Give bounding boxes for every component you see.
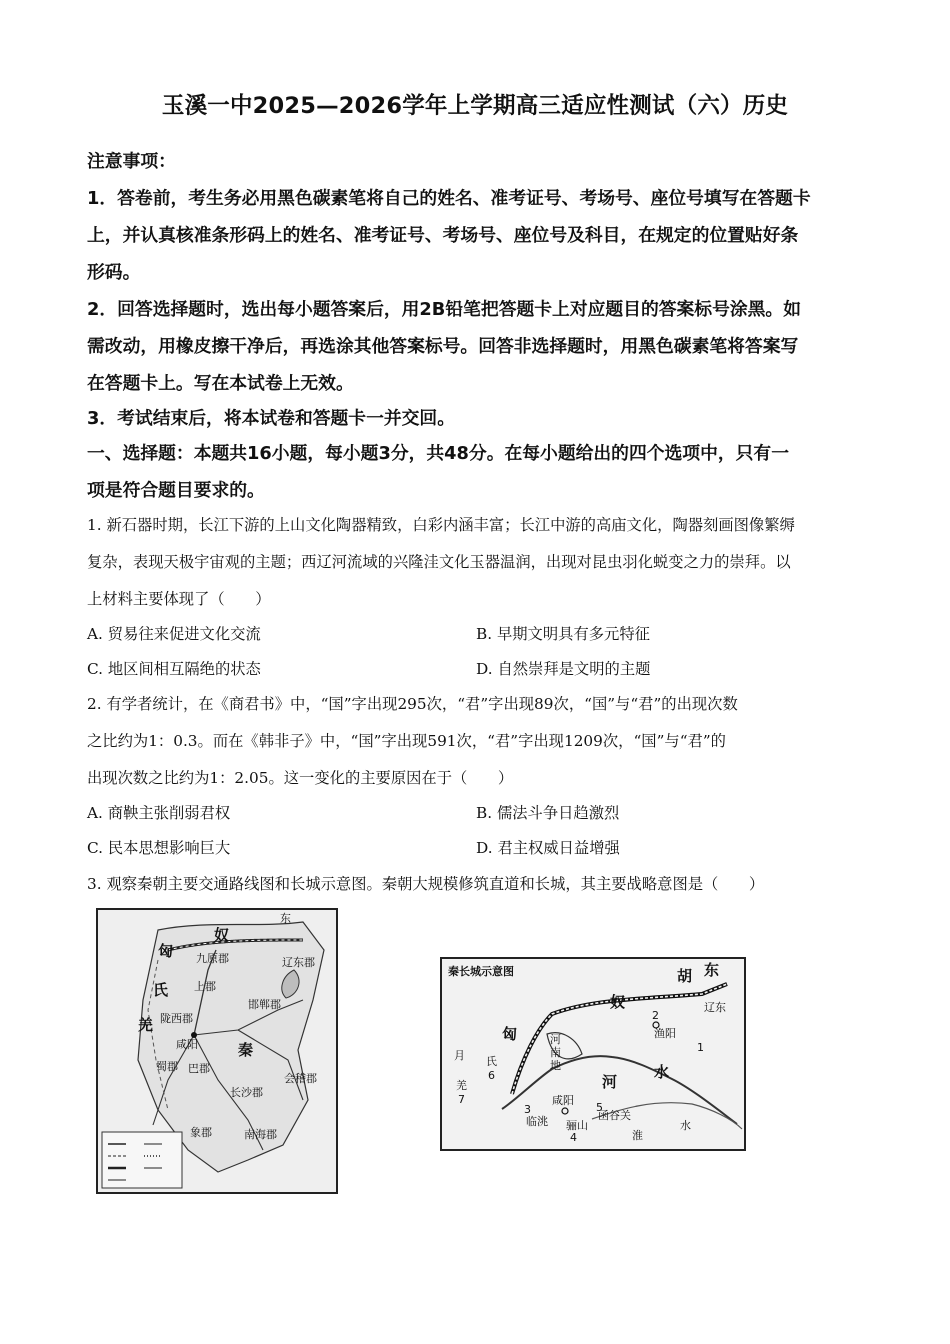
left-map-label: 秦 (238, 1041, 254, 1059)
right-map-label: 淮 (632, 1129, 643, 1142)
right-map-label: 月 (454, 1049, 465, 1062)
right-map-label: 2 (652, 1009, 659, 1022)
q2-option-a: A. 商鞅主张削弱君权 (87, 804, 231, 822)
left-map-label: 邯郸郡 (248, 998, 281, 1011)
right-map-label: 奴 (610, 993, 626, 1011)
left-map-label: 长沙郡 (230, 1086, 263, 1099)
right-map-label: 1 (697, 1041, 704, 1054)
left-map-label: 巴郡 (188, 1062, 210, 1075)
right-map-label: 河 (602, 1073, 618, 1091)
q2-option-c: C. 民本思想影响巨大 (87, 839, 231, 857)
left-map-label: 氏 (153, 981, 169, 999)
q2-option-d: D. 君主权威日益增强 (476, 839, 620, 857)
right-map-label: 7 (458, 1093, 465, 1106)
notice-line: 1．答卷前，考生务必用黑色碳素笔将自己的姓名、准考证号、考场号、座位号填写在答题卡 (87, 188, 811, 209)
left-map-label: 东 (280, 912, 291, 925)
notice-line: 形码。 (87, 262, 141, 283)
right-map-label: 匈 (502, 1025, 518, 1043)
question-3-line: 3. 观察秦朝主要交通路线图和长城示意图。秦朝大规模修筑直道和长城，其主要战略意图是（ ） (87, 875, 765, 893)
right-map-label: 渔阳 (654, 1027, 676, 1040)
right-map-label: 羌 (456, 1079, 467, 1092)
right-map-label: 4 (570, 1131, 577, 1144)
notice-line: 在答题卡上。写在本试卷上无效。 (87, 373, 354, 394)
right-map-label: 水 (680, 1119, 691, 1132)
q1-option-a: A. 贸易往来促进文化交流 (87, 625, 261, 643)
notice-line: 上，并认真核准条形码上的姓名、准考证号、考场号、座位号及科目，在规定的位置贴好条 (87, 225, 799, 246)
left-map-label: 上郡 (194, 980, 216, 993)
right-map-label: 辽东 (704, 1001, 726, 1014)
right-map-label: 水 (654, 1063, 670, 1081)
question-2-line: 出现次数之比约为1：2.05。这一变化的主要原因在于（ ） (87, 769, 514, 787)
right-map-label: 函谷关 (598, 1109, 631, 1122)
right-map-label: 氏 (486, 1055, 497, 1068)
q2-option-b: B. 儒法斗争日趋激烈 (476, 804, 620, 822)
q1-option-c: C. 地区间相互隔绝的状态 (87, 660, 261, 678)
page-title: 玉溪一中2025—2026学年上学期高三适应性测试（六）历史 (161, 93, 789, 119)
left-map-label: 奴 (214, 926, 230, 944)
notice-heading: 注意事项： (87, 151, 176, 172)
right-map-label: 骊山 (566, 1119, 588, 1132)
left-map-label: 南海郡 (244, 1128, 277, 1141)
question-1-line: 上材料主要体现了（ ） (87, 590, 271, 608)
right-map-label: 河 (550, 1033, 561, 1046)
right-map-label: 南 (550, 1046, 561, 1059)
right-map-label: 3 (524, 1103, 531, 1116)
question-1-line: 1. 新石器时期，长江下游的上山文化陶器精致，白彩内涵丰富；长江中游的高庙文化，陶器刻画图像繁缛 (87, 516, 795, 534)
left-map-label: 匈 (158, 942, 174, 960)
right-map-label: 咸阳 (552, 1094, 574, 1107)
left-map-label: 象郡 (190, 1126, 212, 1139)
right-map-label: 东 (704, 961, 720, 979)
left-map-label: 九原郡 (196, 952, 229, 965)
notice-line: 3．考试结束后，将本试卷和答题卡一并交回。 (87, 408, 455, 429)
left-map-label: 蜀郡 (156, 1060, 178, 1073)
q1-option-d: D. 自然崇拜是文明的主题 (476, 660, 651, 678)
q1-option-b: B. 早期文明具有多元特征 (476, 625, 650, 643)
right-map-label: 6 (488, 1069, 495, 1082)
question-2-line: 2. 有学者统计，在《商君书》中，“国”字出现295次，“君”字出现89次，“国”与“君”的出现次数 (87, 695, 738, 713)
question-1-line: 复杂，表现天极宇宙观的主题；西辽河流域的兴隆洼文化玉器温润，出现对昆虫羽化蜕变之力的崇拜。以 (87, 553, 791, 571)
section-line: 一、选择题：本题共16小题，每小题3分，共48分。在每小题给出的四个选项中，只有一 (87, 443, 789, 464)
left-map-label: 羌 (138, 1016, 154, 1034)
left-map-label: 陇西郡 (160, 1012, 193, 1025)
right-map-label: 5 (596, 1101, 603, 1114)
notice-line: 需改动，用橡皮擦干净后，再选涂其他答案标号。回答非选择题时，用黑色碳素笔将答案写 (87, 336, 799, 357)
section-line: 项是符合题目要求的。 (87, 480, 265, 501)
notice-line: 2．回答选择题时，选出每小题答案后，用2B铅笔把答题卡上对应题目的答案标号涂黑。如 (87, 299, 801, 320)
right-map-label: 临洮 (526, 1115, 548, 1128)
question-2-line: 之比约为1：0.3。而在《韩非子》中，“国”字出现591次，“君”字出现1209次，“国”与“君”的 (87, 732, 726, 750)
great-wall-map-title: 秦长城示意图 (448, 965, 514, 978)
xianyang-marker (562, 1108, 568, 1114)
left-map-label: 会稽郡 (284, 1072, 317, 1085)
qin-transport-map (96, 908, 338, 1194)
left-map-label: 咸阳 (176, 1038, 198, 1051)
qin-great-wall-map (440, 957, 746, 1151)
right-map-label: 地 (550, 1059, 561, 1072)
right-map-label: 胡 (677, 967, 693, 985)
left-map-label: 辽东郡 (282, 956, 315, 969)
